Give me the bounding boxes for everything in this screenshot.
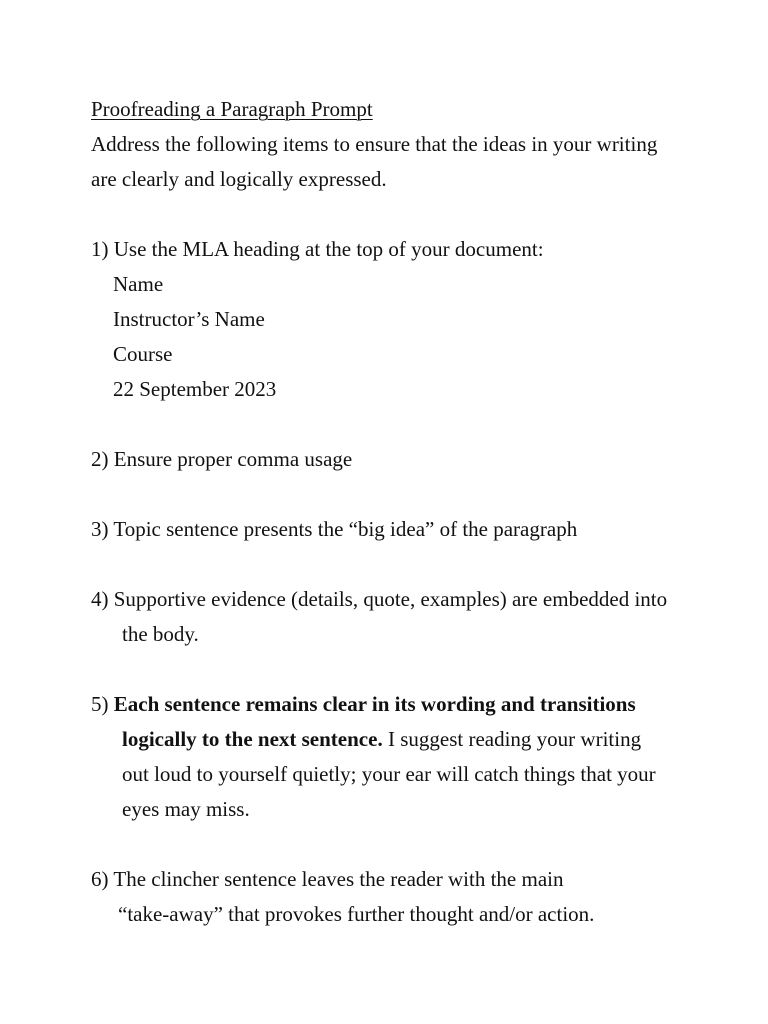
spacer [91,547,691,582]
spacer [91,477,691,512]
intro-line-1: Address the following items to ensure that the ideas in your writing [91,132,658,156]
item-5-line-2 [91,722,691,757]
intro-line-2: are clearly and logically expressed. [91,167,387,191]
spacer [91,407,691,442]
item-6-line-2: “take-away” that provokes further thought and/or action. [118,902,595,926]
mla-name: Name [113,272,164,296]
item-5-rest-2: I suggest reading your writing [382,727,642,751]
item-2-text: 2) Ensure proper comma usage [91,447,353,471]
item-4-line-1: 4) Supportive evidence (details, quote, examples) are embedded into [91,587,668,611]
item-5-number: 5) [91,692,114,716]
item-3-text: 3) Topic sentence presents the “big idea” of the paragraph [91,517,578,541]
item-6-line-1: 6) The clincher sentence leaves the reader with the main [91,867,564,891]
document-page [91,92,691,932]
document-title: Proofreading a Paragraph Prompt [91,97,373,121]
item-5-line-1 [91,687,691,722]
item-5-line-4: eyes may miss. [122,797,250,821]
mla-instructor: Instructor’s Name [113,307,265,331]
item-5-bold-1: Each sentence remains clear in its wording and transitions [113,692,636,716]
spacer [91,827,691,862]
mla-course: Course [113,342,173,366]
mla-date: 22 September 2023 [113,377,277,401]
item-5-line-3: out loud to yourself quietly; your ear will catch things that your [122,762,656,786]
spacer [91,652,691,687]
item-5-bold-2: logically to the next sentence. [122,727,383,751]
spacer [91,197,691,232]
item-4-line-2: the body. [122,622,199,646]
item-1-text: 1) Use the MLA heading at the top of your document: [91,237,544,261]
